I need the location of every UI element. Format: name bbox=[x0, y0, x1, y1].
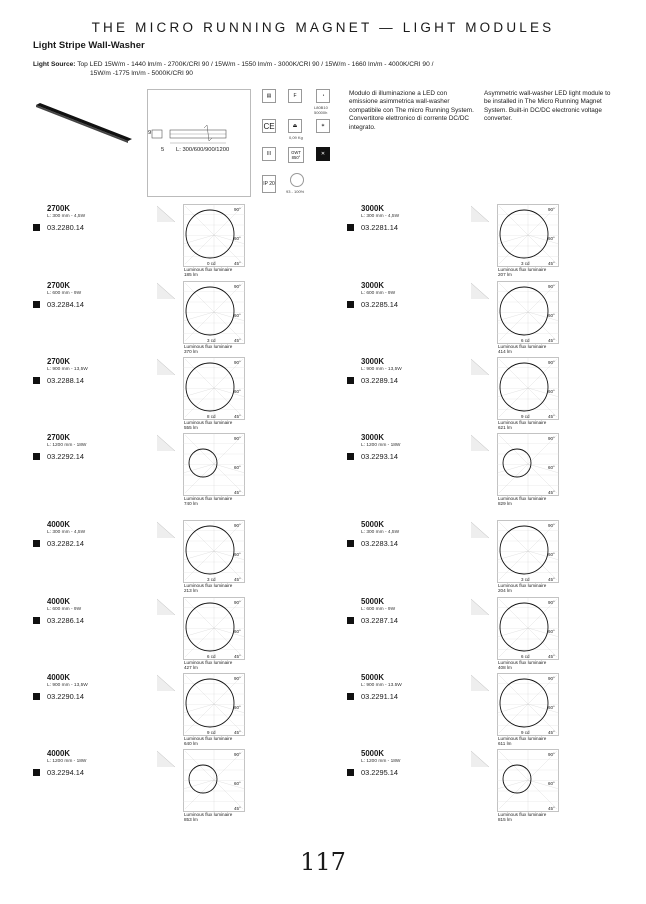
angle-90-label: 90° bbox=[234, 523, 241, 528]
beam-shape-icon bbox=[155, 204, 177, 224]
finish-swatch bbox=[33, 377, 40, 384]
page-title: THE MICRO RUNNING MAGNET — LIGHT MODULES bbox=[91, 20, 555, 35]
angle-45-label: 45° bbox=[234, 577, 241, 582]
luminous-flux bbox=[184, 267, 232, 277]
product-code: 03.2289.14 bbox=[361, 376, 398, 385]
polar-diagram bbox=[183, 749, 245, 812]
finish-swatch bbox=[347, 769, 354, 776]
angle-90-label: 90° bbox=[548, 600, 555, 605]
angle-60-label: 60° bbox=[234, 552, 241, 557]
luminous-flux-value: 611 lm bbox=[498, 741, 512, 746]
finish-swatch bbox=[33, 453, 40, 460]
product-spec: L: 900 mm - 13,5W bbox=[47, 367, 88, 372]
angle-90-label: 90° bbox=[234, 676, 241, 681]
light-source-line2: 15W/m -1775 lm/m - 5000K/CRI 90 bbox=[90, 69, 193, 77]
beam-shape-icon bbox=[155, 520, 177, 540]
product-spec: L: 300 mm - 4,5W bbox=[47, 214, 86, 219]
product-entry bbox=[347, 597, 646, 669]
angle-45-label: 45° bbox=[548, 261, 555, 266]
product-entry bbox=[347, 749, 646, 821]
angle-90-label: 90° bbox=[548, 360, 555, 365]
luminous-flux-label: Luminous flux luminaire bbox=[184, 420, 233, 425]
product-entry bbox=[347, 357, 646, 429]
candela-label: 3 cd bbox=[207, 577, 216, 582]
beam-shape-icon bbox=[155, 281, 177, 301]
angle-45-label: 45° bbox=[234, 490, 241, 495]
hours-caption: L80B10 50000h bbox=[314, 105, 328, 115]
product-code: 03.2280.14 bbox=[47, 223, 84, 232]
angle-45-label: 45° bbox=[234, 338, 241, 343]
product-entry bbox=[347, 433, 646, 505]
polar-diagram bbox=[497, 357, 559, 420]
candela-label: 6 cd bbox=[521, 338, 530, 343]
dimmable-icon: ✶ bbox=[316, 119, 330, 133]
angle-90-label: 90° bbox=[234, 207, 241, 212]
luminous-flux-label: Luminous flux luminaire bbox=[498, 267, 547, 272]
angle-60-label: 60° bbox=[548, 313, 555, 318]
luminous-flux bbox=[498, 267, 546, 277]
candela-label: 3 cd bbox=[207, 338, 216, 343]
product-code: 03.2286.14 bbox=[47, 616, 84, 625]
luminous-flux-label: Luminous flux luminaire bbox=[498, 420, 547, 425]
beam-shape-icon bbox=[469, 673, 491, 693]
angle-90-label: 90° bbox=[234, 436, 241, 441]
angle-60-label: 60° bbox=[548, 781, 555, 786]
description-italian: Modulo di illuminazione a LED con emissione asimmetrica wall-washer compatibile con The micro Running System. Convertitore elettronico di corrente DC/DC integrato. bbox=[349, 90, 474, 131]
finish-swatch bbox=[347, 693, 354, 700]
beam-shape-icon bbox=[469, 433, 491, 453]
color-temperature: 5000K bbox=[361, 749, 384, 758]
luminous-flux-value: 207 lm bbox=[498, 272, 512, 277]
color-caption: 93 - 100% bbox=[286, 189, 305, 194]
luminous-flux-value: 185 lm bbox=[184, 272, 198, 277]
angle-45-label: 45° bbox=[548, 490, 555, 495]
product-spec: L: 1200 mm - 18W bbox=[361, 443, 401, 448]
luminous-flux-value: 740 lm bbox=[184, 501, 198, 506]
luminous-flux-label: Luminous flux luminaire bbox=[184, 267, 233, 272]
polar-diagram bbox=[497, 281, 559, 344]
weee-icon: ✕ bbox=[316, 147, 330, 161]
luminous-flux bbox=[184, 496, 232, 506]
description-english: Asymmetric wall-washer LED light module to be installed in The Micro Running Magnet System. Built-in DC/DC electronic voltage converter. bbox=[484, 90, 611, 123]
beam-shape-icon bbox=[469, 281, 491, 301]
color-temperature: 3000K bbox=[361, 204, 384, 213]
product-code: 03.2292.14 bbox=[47, 452, 84, 461]
candela-label: 6 cd bbox=[521, 654, 530, 659]
angle-90-label: 90° bbox=[548, 207, 555, 212]
luminous-flux-value: 408 lm bbox=[498, 665, 512, 670]
candela-label: 9 cd bbox=[521, 730, 530, 735]
finish-swatch bbox=[33, 301, 40, 308]
candela-label: 8 cd bbox=[207, 414, 216, 419]
luminous-flux-label: Luminous flux luminaire bbox=[498, 344, 547, 349]
luminous-flux-label: Luminous flux luminaire bbox=[184, 660, 233, 665]
polar-diagram bbox=[497, 673, 559, 736]
luminous-flux bbox=[184, 583, 232, 593]
angle-60-label: 60° bbox=[548, 629, 555, 634]
luminous-flux-label: Luminous flux luminaire bbox=[498, 736, 547, 741]
angle-60-label: 60° bbox=[234, 705, 241, 710]
luminous-flux-value: 204 lm bbox=[498, 588, 512, 593]
angle-45-label: 45° bbox=[548, 577, 555, 582]
product-code: 03.2294.14 bbox=[47, 768, 84, 777]
angle-60-label: 60° bbox=[548, 552, 555, 557]
luminous-flux-value: 829 lm bbox=[498, 501, 512, 506]
polar-diagram bbox=[183, 357, 245, 420]
product-code: 03.2293.14 bbox=[361, 452, 398, 461]
beam-shape-icon bbox=[469, 204, 491, 224]
angle-60-label: 60° bbox=[234, 236, 241, 241]
ce-mark-icon: CE bbox=[262, 119, 276, 133]
luminous-flux bbox=[498, 344, 546, 354]
light-source-line1: Top LED 15W/m - 1440 lm/m - 2700K/CRI 90 / 15W/m - 1550 lm/m - 3000K/CRI 90 / 15W/m - 1660 lm/m - 4000K/CRI 90 / bbox=[77, 61, 434, 68]
color-temperature: 4000K bbox=[47, 749, 70, 758]
angle-45-label: 45° bbox=[234, 414, 241, 419]
luminous-flux bbox=[184, 420, 232, 430]
color-icon bbox=[290, 173, 304, 187]
product-code: 03.2291.14 bbox=[361, 692, 398, 701]
luminous-flux-value: 213 lm bbox=[184, 588, 198, 593]
beam-shape-icon bbox=[155, 357, 177, 377]
product-code: 03.2285.14 bbox=[361, 300, 398, 309]
product-spec: L: 900 mm - 13.5W bbox=[361, 683, 402, 688]
color-temperature: 5000K bbox=[361, 520, 384, 529]
color-temperature: 4000K bbox=[47, 673, 70, 682]
luminous-flux-label: Luminous flux luminaire bbox=[184, 496, 233, 501]
light-source-label: Light Source: bbox=[33, 61, 76, 68]
product-spec: L: 300 mm - 4,5W bbox=[361, 530, 400, 535]
product-spec: L: 900 mm - 13,5W bbox=[361, 367, 402, 372]
luminous-flux-label: Luminous flux luminaire bbox=[498, 496, 547, 501]
beam-shape-icon bbox=[155, 673, 177, 693]
angle-90-label: 90° bbox=[548, 523, 555, 528]
candela-label: 6 cd bbox=[207, 654, 216, 659]
luminous-flux-label: Luminous flux luminaire bbox=[184, 583, 233, 588]
polar-diagram bbox=[497, 433, 559, 496]
angle-90-label: 90° bbox=[548, 676, 555, 681]
angle-60-label: 60° bbox=[548, 465, 555, 470]
page-number: 117 bbox=[300, 848, 346, 876]
color-temperature: 4000K bbox=[47, 597, 70, 606]
luminous-flux-value: 853 lm bbox=[184, 817, 198, 822]
beam-shape-icon bbox=[155, 749, 177, 769]
luminous-flux bbox=[498, 660, 546, 670]
angle-60-label: 60° bbox=[234, 629, 241, 634]
luminous-flux-value: 414 lm bbox=[498, 349, 512, 354]
product-entry bbox=[33, 281, 333, 353]
product-spec: L: 1200 mm - 18W bbox=[361, 759, 401, 764]
luminous-flux-label: Luminous flux luminaire bbox=[498, 812, 547, 817]
angle-90-label: 90° bbox=[234, 600, 241, 605]
color-temperature: 2700K bbox=[47, 433, 70, 442]
candela-label: 0 cd bbox=[207, 261, 216, 266]
luminous-flux-value: 427 lm bbox=[184, 665, 198, 670]
polar-diagram bbox=[183, 673, 245, 736]
luminous-flux-value: 370 lm bbox=[184, 349, 198, 354]
light-source-info bbox=[33, 61, 633, 78]
product-code: 03.2281.14 bbox=[361, 223, 398, 232]
weight-caption: 0,09 Kg bbox=[289, 135, 303, 140]
ip-rating-icon: IP 20 bbox=[262, 175, 276, 193]
product-spec: L: 900 mm - 13,5W bbox=[47, 683, 88, 688]
finish-swatch bbox=[33, 224, 40, 231]
polar-diagram bbox=[183, 204, 245, 267]
luminous-flux-label: Luminous flux luminaire bbox=[498, 583, 547, 588]
product-code: 03.2287.14 bbox=[361, 616, 398, 625]
certification-icons bbox=[262, 89, 342, 195]
product-subtitle: Light Stripe Wall-Washer bbox=[33, 40, 145, 51]
angle-90-label: 90° bbox=[234, 284, 241, 289]
product-entry bbox=[347, 204, 646, 276]
finish-swatch bbox=[33, 617, 40, 624]
angle-45-label: 45° bbox=[234, 806, 241, 811]
finish-swatch bbox=[347, 617, 354, 624]
product-code: 03.2283.14 bbox=[361, 539, 398, 548]
beam-shape-icon bbox=[469, 597, 491, 617]
weight-icon: ⏏ bbox=[288, 119, 302, 133]
luminous-flux-value: 621 lm bbox=[498, 425, 512, 430]
candela-label: 9 cd bbox=[521, 414, 530, 419]
color-temperature: 3000K bbox=[361, 281, 384, 290]
product-spec: L: 600 mm - 9W bbox=[361, 607, 396, 612]
product-entry bbox=[33, 204, 333, 276]
polar-diagram bbox=[497, 749, 559, 812]
product-spec: L: 300 mm - 4,5W bbox=[361, 214, 400, 219]
angle-45-label: 45° bbox=[548, 806, 555, 811]
product-code: 03.2295.14 bbox=[361, 768, 398, 777]
luminous-flux-label: Luminous flux luminaire bbox=[184, 736, 233, 741]
gwt-icon: GWT 850° bbox=[288, 147, 304, 163]
finish-swatch bbox=[347, 453, 354, 460]
luminous-flux bbox=[184, 344, 232, 354]
polar-diagram bbox=[183, 433, 245, 496]
angle-90-label: 90° bbox=[548, 284, 555, 289]
luminous-flux-label: Luminous flux luminaire bbox=[498, 660, 547, 665]
beam-shape-icon bbox=[155, 597, 177, 617]
angle-45-label: 45° bbox=[234, 261, 241, 266]
product-entry bbox=[33, 749, 333, 821]
color-temperature: 5000K bbox=[361, 673, 384, 682]
product-entry bbox=[33, 597, 333, 669]
product-spec: L: 1200 mm - 18W bbox=[47, 443, 87, 448]
beam-shape-icon bbox=[469, 749, 491, 769]
finish-swatch bbox=[347, 224, 354, 231]
color-temperature: 3000K bbox=[361, 433, 384, 442]
angle-60-label: 60° bbox=[234, 781, 241, 786]
luminous-flux bbox=[184, 660, 232, 670]
angle-45-label: 45° bbox=[548, 730, 555, 735]
product-entry bbox=[33, 520, 333, 592]
left-dimension: 9 bbox=[148, 130, 152, 136]
class-iii-icon: III bbox=[262, 147, 276, 161]
angle-60-label: 60° bbox=[548, 236, 555, 241]
product-entry bbox=[347, 520, 646, 592]
angle-45-label: 45° bbox=[548, 338, 555, 343]
angle-90-label: 90° bbox=[234, 360, 241, 365]
polar-diagram bbox=[497, 520, 559, 583]
finish-swatch bbox=[347, 377, 354, 384]
color-temperature: 2700K bbox=[47, 281, 70, 290]
polar-diagram bbox=[497, 204, 559, 267]
luminous-flux bbox=[184, 812, 232, 822]
product-code: 03.2288.14 bbox=[47, 376, 84, 385]
color-temperature: 2700K bbox=[47, 204, 70, 213]
product-entry bbox=[33, 673, 333, 745]
angle-60-label: 60° bbox=[548, 389, 555, 394]
product-entry bbox=[347, 673, 646, 745]
finish-swatch bbox=[347, 540, 354, 547]
length-dimension: L: 300/600/900/1200 bbox=[176, 147, 230, 153]
angle-45-label: 45° bbox=[234, 730, 241, 735]
driver-icon: ▤ bbox=[262, 89, 276, 103]
product-entry bbox=[33, 357, 333, 429]
product-entry bbox=[347, 281, 646, 353]
beam-shape-icon bbox=[155, 433, 177, 453]
angle-60-label: 60° bbox=[234, 313, 241, 318]
finish-swatch bbox=[347, 301, 354, 308]
angle-45-label: 45° bbox=[234, 654, 241, 659]
color-temperature: 5000K bbox=[361, 597, 384, 606]
luminous-flux bbox=[498, 812, 546, 822]
product-code: 03.2290.14 bbox=[47, 692, 84, 701]
color-temperature: 4000K bbox=[47, 520, 70, 529]
angle-60-label: 60° bbox=[234, 389, 241, 394]
angle-45-label: 45° bbox=[548, 654, 555, 659]
angle-90-label: 90° bbox=[548, 436, 555, 441]
luminous-flux-value: 815 lm bbox=[498, 817, 512, 822]
product-entry bbox=[33, 433, 333, 505]
color-temperature: 3000K bbox=[361, 357, 384, 366]
technical-drawing bbox=[147, 89, 251, 197]
product-spec: L: 600 mm - 9W bbox=[47, 607, 82, 612]
polar-diagram bbox=[183, 597, 245, 660]
luminous-flux bbox=[498, 583, 546, 593]
polar-diagram bbox=[183, 281, 245, 344]
candela-label: 3 cd bbox=[521, 577, 530, 582]
candela-label: 9 cd bbox=[207, 730, 216, 735]
f-mark-icon: F bbox=[288, 89, 302, 103]
product-photo bbox=[34, 101, 134, 146]
finish-swatch bbox=[33, 693, 40, 700]
beam-shape-icon bbox=[469, 357, 491, 377]
angle-45-label: 45° bbox=[548, 414, 555, 419]
product-spec: L: 600 mm - 9W bbox=[361, 291, 396, 296]
polar-diagram bbox=[183, 520, 245, 583]
luminous-flux bbox=[498, 496, 546, 506]
luminous-flux bbox=[498, 420, 546, 430]
finish-swatch bbox=[33, 540, 40, 547]
luminous-flux-label: Luminous flux luminaire bbox=[184, 344, 233, 349]
product-code: 03.2284.14 bbox=[47, 300, 84, 309]
luminous-flux bbox=[184, 736, 232, 746]
hours-icon: ◔ bbox=[316, 89, 330, 103]
angle-90-label: 90° bbox=[548, 752, 555, 757]
angle-60-label: 60° bbox=[548, 705, 555, 710]
luminous-flux-value: 640 lm bbox=[184, 741, 198, 746]
product-spec: L: 600 mm - 9W bbox=[47, 291, 82, 296]
product-spec: L: 300 mm - 4,5W bbox=[47, 530, 86, 535]
angle-90-label: 90° bbox=[234, 752, 241, 757]
luminous-flux-label: Luminous flux luminaire bbox=[184, 812, 233, 817]
product-code: 03.2282.14 bbox=[47, 539, 84, 548]
height-dimension: 5 bbox=[161, 147, 165, 153]
polar-diagram bbox=[497, 597, 559, 660]
angle-60-label: 60° bbox=[234, 465, 241, 470]
color-temperature: 2700K bbox=[47, 357, 70, 366]
product-spec: L: 1200 mm - 18W bbox=[47, 759, 87, 764]
finish-swatch bbox=[33, 769, 40, 776]
beam-shape-icon bbox=[469, 520, 491, 540]
candela-label: 3 cd bbox=[521, 261, 530, 266]
luminous-flux-value: 555 lm bbox=[184, 425, 198, 430]
luminous-flux bbox=[498, 736, 546, 746]
